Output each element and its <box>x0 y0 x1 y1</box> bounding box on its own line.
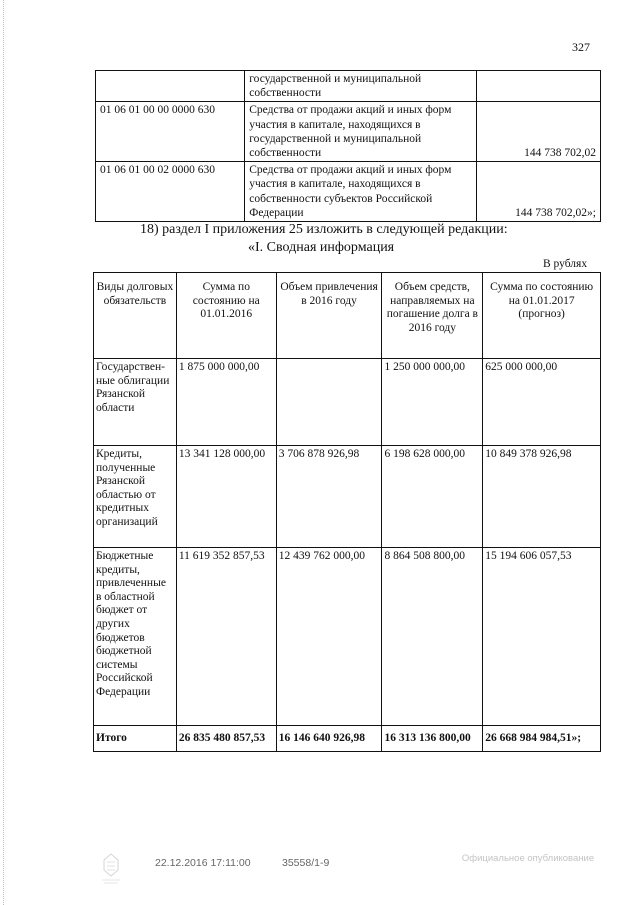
footer-code: 35558/1-9 <box>282 857 330 869</box>
name-cell: Средства от продажи акций и иных форм участия в капитале, находящихся в собственности субъектов Российской Федерации <box>245 162 477 222</box>
row-value: 13 341 128 000,00 <box>176 446 276 548</box>
header-cell-type: Виды долговых обязательств <box>94 273 177 359</box>
amount-cell: 144 738 702,02»; <box>477 162 601 222</box>
row-value: 15 194 606 057,53 <box>483 548 601 726</box>
row-value: 3 706 878 926,98 <box>276 446 382 548</box>
row-value <box>276 359 382 446</box>
official-publication-watermark: Официальное опубликование <box>461 853 595 864</box>
row-name: Бюджетные кредиты, привлеченные в областной бюджет от других бюджетов бюджетной системы Российской Федерации <box>94 548 177 726</box>
name-cell: Средства от продажи акций и иных форм участия в капитале, находящихся в государственной и муниципальной собственности <box>245 102 477 162</box>
table-header-row <box>94 273 601 359</box>
name-cell: государственной и муниципальной собственности <box>245 71 477 102</box>
row-value: 625 000 000,00 <box>483 359 601 446</box>
row-value: 10 849 378 926,98 <box>483 446 601 548</box>
total-value: 26 835 480 857,53 <box>176 726 276 752</box>
total-row <box>94 726 601 752</box>
section-instruction: 18) раздел I приложения 25 изложить в следующей редакции: <box>140 222 508 237</box>
page-number: 327 <box>572 40 590 54</box>
table-row <box>94 359 601 446</box>
table-row <box>96 102 601 162</box>
section-title: «I. Сводная информация <box>248 240 395 255</box>
total-label: Итого <box>94 726 177 752</box>
sources-table <box>95 70 601 222</box>
header-cell-repayment: Объем средств, направляемых на погашение долга в 2016 году <box>382 273 483 359</box>
row-name: Кредиты, полученные Рязанской областью от кредитных организаций <box>94 446 177 548</box>
code-cell: 01 06 01 00 02 0000 630 <box>96 162 245 222</box>
emblem-icon <box>98 852 124 886</box>
row-value: 11 619 352 857,53 <box>176 548 276 726</box>
row-value: 12 439 762 000,00 <box>276 548 382 726</box>
header-cell-borrowing: Объем привлечения в 2016 году <box>276 273 382 359</box>
summary-table <box>93 272 601 752</box>
table-row <box>94 548 601 726</box>
amount-cell <box>477 71 601 102</box>
total-value: 26 668 984 984,51»; <box>483 726 601 752</box>
row-value: 6 198 628 000,00 <box>382 446 483 548</box>
code-cell: 01 06 01 00 00 0000 630 <box>96 102 245 162</box>
table-row <box>94 446 601 548</box>
unit-note: В рублях <box>543 258 588 270</box>
table-row <box>96 162 601 222</box>
amount-cell: 144 738 702,02 <box>477 102 601 162</box>
row-value: 1 875 000 000,00 <box>176 359 276 446</box>
header-cell-2017-start: Сумма по состоянию на 01.01.2017 (прогноз) <box>483 273 601 359</box>
margin-line <box>3 0 4 905</box>
code-cell <box>96 71 245 102</box>
total-value: 16 146 640 926,98 <box>276 726 382 752</box>
row-value: 8 864 508 800,00 <box>382 548 483 726</box>
total-value: 16 313 136 800,00 <box>382 726 483 752</box>
row-value: 1 250 000 000,00 <box>382 359 483 446</box>
footer-date: 22.12.2016 17:11:00 <box>155 857 251 869</box>
table-row <box>96 71 601 102</box>
row-name: Государствен-ные облигации Рязанской области <box>94 359 177 446</box>
header-cell-2016-start: Сумма по состоянию на 01.01.2016 <box>176 273 276 359</box>
